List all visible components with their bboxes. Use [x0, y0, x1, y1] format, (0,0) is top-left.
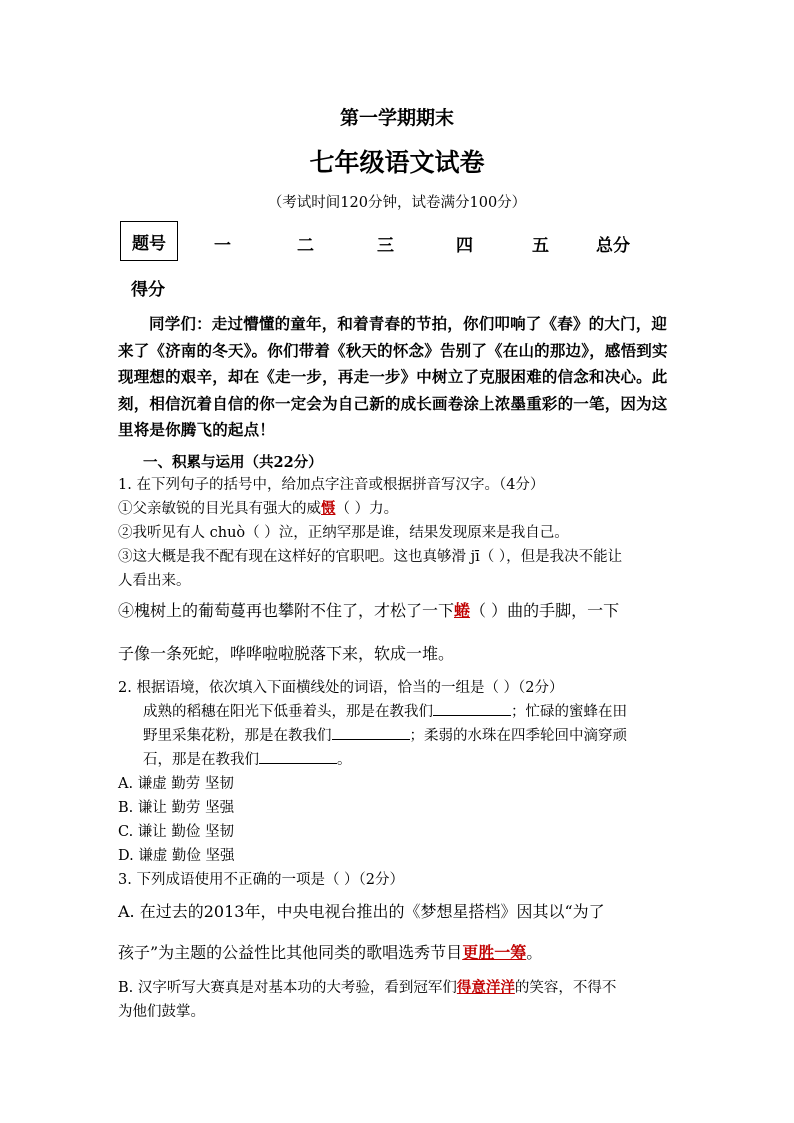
- exam-subtitle: （考试时间120分钟，试卷满分100分）: [267, 195, 527, 211]
- q1-item-4: [118, 598, 619, 621]
- q1-item-2: ②我听见有人 chuò（ ）泣，正纳罕那是谁，结果发现原来是我自己。: [118, 525, 569, 541]
- q2-passage-line2-pre: 野里采集花粉，那是在教我们: [143, 728, 332, 744]
- score-table-header-cell: [120, 221, 178, 261]
- q3-option-a-line2-post: 。: [526, 943, 543, 962]
- score-col-5: 五: [532, 236, 549, 256]
- q3-option-b-line1-pre: B. 汉字听写大赛真是对基本功的大考验，看到冠军们: [118, 980, 457, 996]
- exam-main-title: 七年级语文试卷: [309, 148, 485, 177]
- q2-passage-line1-post: ；忙碌的蜜蜂在田: [511, 704, 627, 720]
- q2-passage-line3: [143, 748, 352, 769]
- q3-option-a-line2: [118, 940, 542, 963]
- score-col-total: 总分: [596, 236, 630, 256]
- q3-option-b-marked-idiom: 得意洋洋: [456, 979, 515, 996]
- q3-option-b-line1-post: 的笑容，不得不: [514, 980, 617, 996]
- score-table-header-label: 题号: [132, 233, 166, 254]
- q1-item-1-pre: ①父亲敏锐的目光具有强大的威: [118, 501, 321, 517]
- q2-stem: 2. 根据语境，依次填入下面横线处的词语，恰当的一组是（ ）（2分）: [118, 680, 564, 696]
- q2-option-b: B. 谦让 勤劳 坚强: [118, 800, 235, 816]
- exam-term-title: 第一学期期末: [339, 107, 454, 129]
- score-col-1: 一: [214, 236, 231, 256]
- q2-passage-line2-post: ；柔弱的水珠在四季轮回中滴穿顽: [409, 728, 627, 744]
- q3-option-a-line2-pre: 孩子”为主题的公益性比其他同类的歌唱选秀节目: [118, 943, 463, 962]
- q2-blank-2[interactable]: [332, 725, 410, 740]
- q1-item-4-post: （ ）曲的手脚，一下: [470, 601, 620, 620]
- score-col-4: 四: [456, 236, 473, 256]
- q2-blank-1[interactable]: [433, 701, 511, 716]
- score-col-3: 三: [377, 236, 394, 256]
- q1-item-1-marked-char: 慑: [321, 500, 336, 517]
- q1-item-4-marked-char: 蜷: [454, 601, 471, 620]
- q3-option-b-line2: 为他们鼓掌。: [118, 1004, 205, 1020]
- section-heading: 一、积累与运用（共22分）: [143, 454, 323, 471]
- q1-item-4-pre: ④槐树上的葡萄蔓再也攀附不住了，才松了一下: [118, 601, 455, 620]
- q2-passage-line1: [143, 700, 627, 721]
- q2-passage-line2: [143, 724, 627, 745]
- q2-passage-line3-pre: 石，那是在教我们: [143, 752, 259, 768]
- q1-item-4-line2: 子像一条死蛇，哗哗啦啦脱落下来，软成一堆。: [118, 644, 455, 663]
- q3-option-a-marked-idiom: 更胜一筹: [462, 943, 527, 962]
- q3-stem: 3. 下列成语使用不正确的一项是（ ）（2分）: [118, 872, 405, 888]
- q1-item-3-line1: ③这大概是我不配有现在这样好的官职吧。这也真够滑 jī（ ），但是我决不能让: [118, 549, 623, 565]
- q2-passage-line1-pre: 成熟的稻穗在阳光下低垂着头，那是在教我们: [143, 704, 433, 720]
- q3-option-b-line1: [118, 976, 616, 997]
- score-col-2: 二: [297, 236, 314, 256]
- q1-item-1: [118, 497, 398, 518]
- q2-blank-3[interactable]: [259, 749, 337, 764]
- q2-option-d: D. 谦虚 勤俭 坚强: [118, 848, 235, 864]
- q2-option-c: C. 谦让 勤俭 坚韧: [118, 824, 235, 840]
- q1-stem: 1. 在下列句子的括号中，给加点字注音或根据拼音写汉字。（4分）: [118, 477, 545, 493]
- q1-item-3-line2: 人看出来。: [118, 573, 191, 589]
- score-row-label: 得分: [131, 280, 165, 300]
- q2-option-a: A. 谦虚 勤劳 坚韧: [118, 776, 234, 792]
- intro-paragraph: 同学们：走过懵懂的童年，和着青春的节拍，你们叩响了《春》的大门，迎来了《济南的冬天》。你们带着《秋天的怀念》告别了《在山的那边》，感悟到实现理想的艰辛，却在《走一步，再走一步》中树立了克服困难的信念和决心。此刻，相信沉着自信的你一定会为自己新的成长画卷涂上浓墨重彩的一笔，因为这里将是你腾飞的起点！: [118, 314, 668, 439]
- q2-passage-line3-post: 。: [337, 752, 352, 768]
- q3-option-a-line1: A. 在过去的2013年，中央电视台推出的《梦想星搭档》因其以“为了: [118, 902, 605, 921]
- q1-item-1-post: （ ）力。: [335, 501, 399, 517]
